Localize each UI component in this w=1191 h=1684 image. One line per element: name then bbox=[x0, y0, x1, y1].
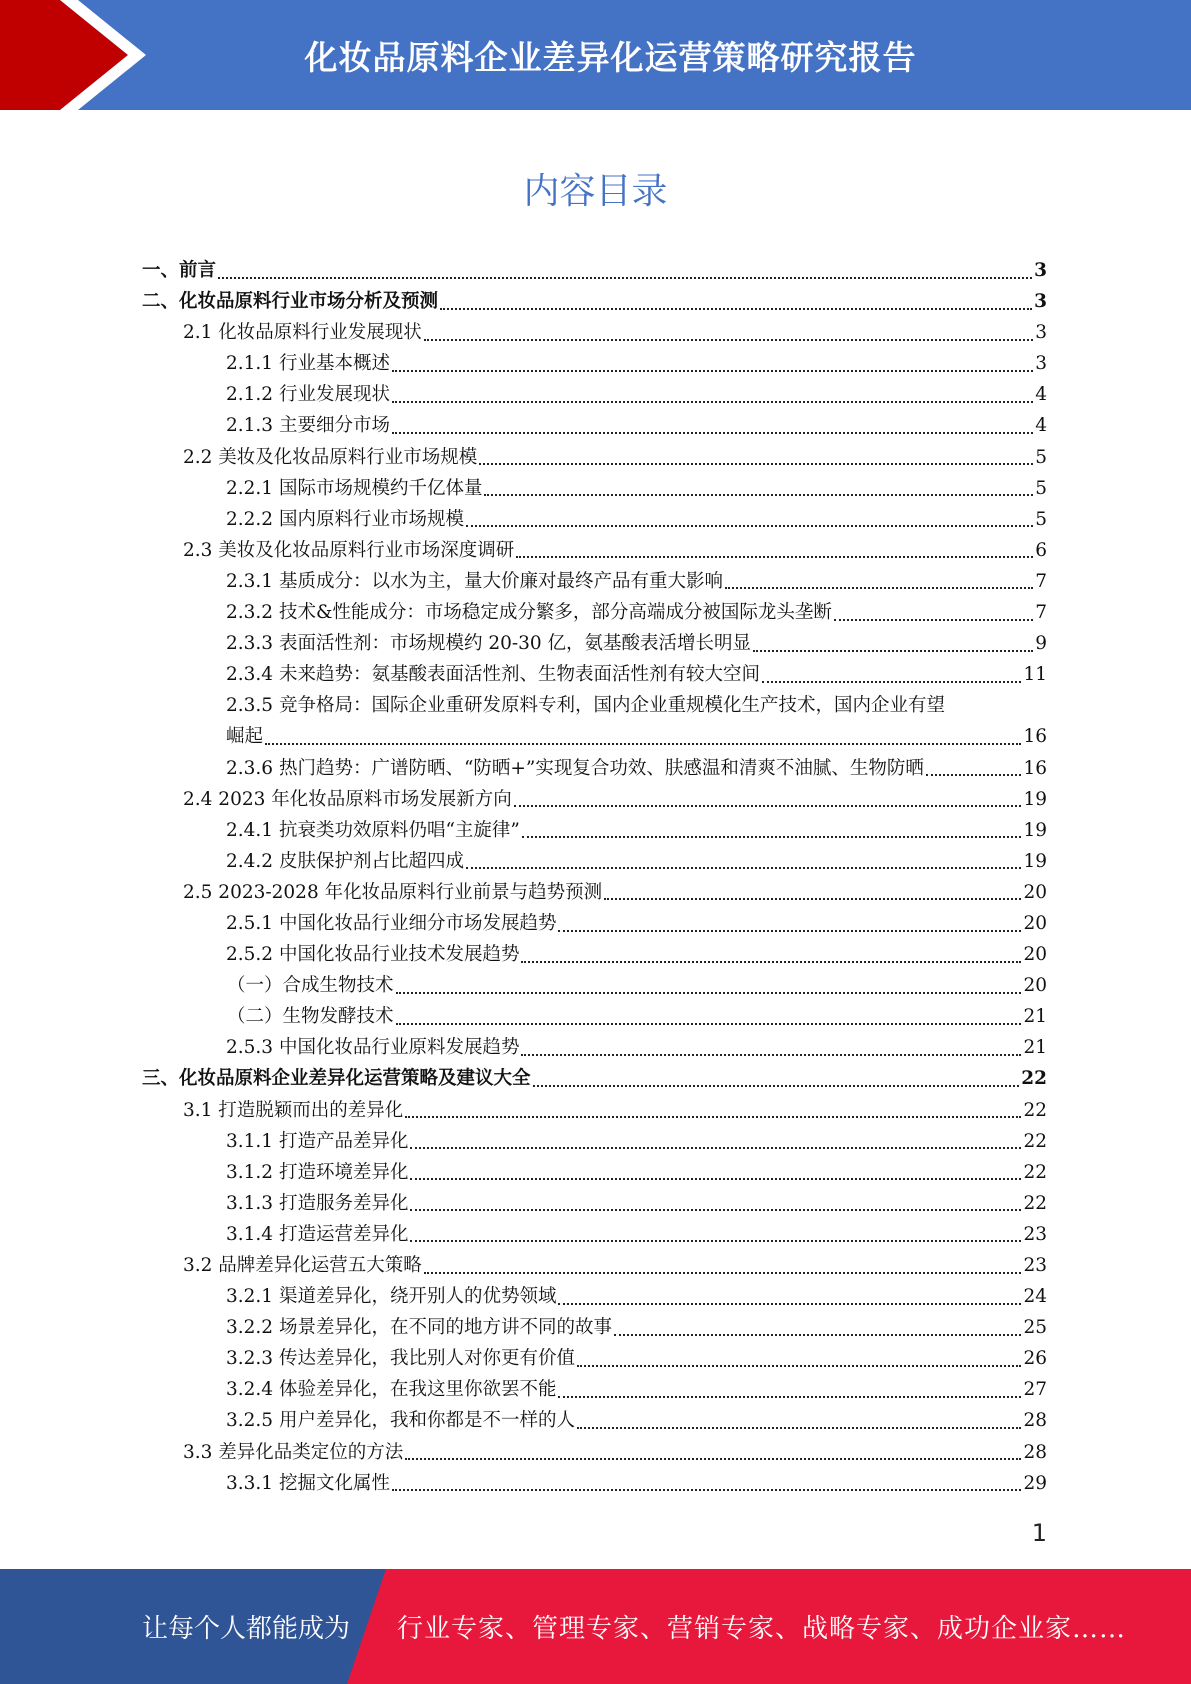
toc-entry-page: 3 bbox=[1035, 322, 1047, 344]
toc-entry-page: 21 bbox=[1023, 1006, 1047, 1028]
toc-entry-page: 22 bbox=[1023, 1192, 1047, 1214]
toc-entry[interactable] bbox=[142, 628, 1047, 659]
toc-entry-page: 19 bbox=[1023, 788, 1047, 810]
toc-leader-dots bbox=[392, 1489, 1021, 1491]
toc-leader-dots bbox=[479, 463, 1033, 465]
toc-entry-page: 11 bbox=[1023, 664, 1047, 686]
toc-entry-label: 2.1.3 主要细分市场 bbox=[226, 415, 390, 437]
toc-entry-page: 26 bbox=[1023, 1348, 1047, 1370]
toc-entry-label: 2.3.5 竞争格局：国际企业重研发原料专利，国内企业重规模化生产技术，国内企业有望 bbox=[226, 695, 945, 717]
toc-entry-page: 23 bbox=[1023, 1223, 1047, 1245]
toc-leader-dots bbox=[405, 1116, 1021, 1118]
toc-entry[interactable] bbox=[142, 1312, 1047, 1343]
toc-leader-dots bbox=[410, 1147, 1021, 1149]
toc-entry-page: 20 bbox=[1023, 881, 1047, 903]
toc-leader-dots bbox=[410, 1178, 1021, 1180]
toc-entry-label: 崛起 bbox=[226, 726, 264, 748]
toc-entry-page: 3 bbox=[1035, 353, 1047, 375]
toc-entry[interactable] bbox=[142, 908, 1047, 939]
toc-entry-label: 3.2.3 传达差异化，我比别人对你更有价值 bbox=[226, 1348, 575, 1370]
footer-band bbox=[0, 1569, 1191, 1684]
toc-entry[interactable] bbox=[142, 753, 1047, 784]
toc-entry[interactable] bbox=[142, 690, 1047, 721]
toc-entry-label: （二）生物发酵技术 bbox=[227, 1006, 394, 1028]
toc-entry[interactable] bbox=[142, 784, 1047, 815]
toc-leader-dots bbox=[577, 1365, 1021, 1367]
toc-entry[interactable] bbox=[142, 721, 1047, 752]
toc-entry-label: 3.2.2 场景差异化，在不同的地方讲不同的故事 bbox=[226, 1317, 612, 1339]
toc-leader-dots bbox=[218, 277, 1032, 279]
toc-entry-page: 7 bbox=[1035, 570, 1047, 592]
toc-entry[interactable] bbox=[142, 1126, 1047, 1157]
toc-entry[interactable] bbox=[142, 1468, 1047, 1499]
toc-entry[interactable] bbox=[142, 566, 1047, 597]
toc-entry-label: 3.3 差异化品类定位的方法 bbox=[183, 1441, 404, 1463]
toc-entry-label: 2.2 美妆及化妆品原料行业市场规模 bbox=[183, 446, 478, 468]
toc-entry-label: 2.2.2 国内原料行业市场规模 bbox=[226, 508, 464, 530]
toc-entry[interactable] bbox=[142, 442, 1047, 473]
toc-leader-dots bbox=[410, 1240, 1021, 1242]
toc-entry-label: 3.1 打造脱颖而出的差异化 bbox=[183, 1099, 404, 1121]
toc-entry-label: 2.4 2023 年化妆品原料市场发展新方向 bbox=[183, 788, 512, 810]
toc-leader-dots bbox=[392, 401, 1033, 403]
toc-entry-page: 16 bbox=[1023, 726, 1047, 748]
toc-entry-page: 20 bbox=[1023, 944, 1047, 966]
toc-entry[interactable] bbox=[142, 504, 1047, 535]
toc-entry-label: 二、化妆品原料行业市场分析及预测 bbox=[142, 291, 439, 313]
toc-leader-dots bbox=[558, 930, 1021, 932]
toc-entry[interactable] bbox=[142, 473, 1047, 504]
toc-entry-label: 3.2.5 用户差异化，我和你都是不一样的人 bbox=[226, 1410, 575, 1432]
toc-entry[interactable] bbox=[142, 877, 1047, 908]
toc-entry-label: 3.2 品牌差异化运营五大策略 bbox=[183, 1255, 422, 1276]
toc-leader-dots bbox=[424, 339, 1033, 341]
toc-entry-label: 2.1.1 行业基本概述 bbox=[226, 353, 390, 375]
toc-leader-dots bbox=[440, 308, 1032, 310]
toc-entry[interactable] bbox=[142, 1437, 1047, 1468]
toc-entry-label: 3.3.1 挖掘文化属性 bbox=[226, 1472, 390, 1494]
toc-entry-label: 2.3.4 未来趋势：氨基酸表面活性剂、生物表面活性剂有较大空间 bbox=[226, 664, 760, 686]
toc-entry[interactable] bbox=[142, 1250, 1047, 1281]
toc-entry[interactable] bbox=[142, 1188, 1047, 1219]
toc-entry-label: 2.5.1 中国化妆品行业细分市场发展趋势 bbox=[226, 912, 557, 934]
toc-entry-page: 4 bbox=[1035, 415, 1047, 437]
toc-entry[interactable] bbox=[142, 410, 1047, 441]
toc-entry-page: 22 bbox=[1023, 1130, 1047, 1152]
header-arrow-decoration bbox=[0, 0, 160, 110]
toc-leader-dots bbox=[521, 961, 1021, 963]
toc-entry[interactable] bbox=[142, 348, 1047, 379]
toc-leader-dots bbox=[604, 898, 1021, 900]
toc-entry[interactable] bbox=[142, 1219, 1047, 1250]
toc-entry[interactable] bbox=[142, 1095, 1047, 1126]
toc-entry-label: 3.1.1 打造产品差异化 bbox=[226, 1130, 409, 1152]
toc-entry[interactable] bbox=[142, 597, 1047, 628]
toc-entry-page: 23 bbox=[1023, 1255, 1047, 1276]
header-band bbox=[0, 0, 1191, 110]
toc-leader-dots bbox=[926, 774, 1022, 776]
toc-entry-page: 20 bbox=[1023, 975, 1047, 997]
toc-entry-label: 2.5 2023-2028 年化妆品原料行业前景与趋势预测 bbox=[183, 881, 603, 903]
toc-entry-label: 一、前言 bbox=[142, 260, 217, 281]
toc-entry[interactable] bbox=[142, 846, 1047, 877]
toc-entry[interactable] bbox=[142, 286, 1047, 317]
toc-leader-dots bbox=[396, 992, 1022, 994]
toc-entry[interactable] bbox=[142, 317, 1047, 348]
toc-entry-label: 2.2.1 国际市场规模约千亿体量 bbox=[226, 477, 483, 499]
toc-entry-label: 3.2.1 渠道差异化，绕开别人的优势领域 bbox=[226, 1286, 557, 1308]
toc-entry-label: 2.4.1 抗衰类功效原料仍唱“主旋律” bbox=[226, 819, 520, 841]
toc-entry-page: 29 bbox=[1023, 1472, 1047, 1494]
toc-entry-label: 3.1.2 打造环境差异化 bbox=[226, 1161, 409, 1183]
toc-entry-page: 22 bbox=[1023, 1099, 1047, 1121]
toc-leader-dots bbox=[558, 1303, 1021, 1305]
toc-leader-dots bbox=[533, 1085, 1020, 1087]
toc-entry-page: 5 bbox=[1035, 446, 1047, 468]
toc-leader-dots bbox=[521, 1054, 1021, 1056]
toc-entry-label: 2.3.3 表面活性剂：市场规模约 20-30 亿，氨基酸表活增长明显 bbox=[226, 633, 752, 655]
toc-entry[interactable] bbox=[142, 815, 1047, 846]
toc-leader-dots bbox=[484, 494, 1033, 496]
toc-leader-dots bbox=[614, 1334, 1021, 1336]
toc-entry-page: 24 bbox=[1023, 1286, 1047, 1308]
toc-entry[interactable] bbox=[142, 1157, 1047, 1188]
toc-entry-label: 2.3 美妆及化妆品原料行业市场深度调研 bbox=[183, 539, 515, 561]
toc-leader-dots bbox=[522, 836, 1022, 838]
toc-entry[interactable] bbox=[142, 1405, 1047, 1436]
toc-leader-dots bbox=[466, 867, 1021, 869]
toc-entry-page: 9 bbox=[1035, 633, 1047, 655]
toc-entry[interactable] bbox=[142, 1063, 1047, 1094]
toc-entry-label: （一）合成生物技术 bbox=[227, 975, 394, 997]
toc-leader-dots bbox=[392, 432, 1033, 434]
toc-leader-dots bbox=[396, 1023, 1022, 1025]
toc-entry[interactable] bbox=[142, 939, 1047, 970]
toc-entry[interactable] bbox=[142, 1001, 1047, 1032]
toc-leader-dots bbox=[424, 1272, 1022, 1274]
toc-entry-page: 19 bbox=[1023, 850, 1047, 872]
toc-entry-page: 20 bbox=[1023, 912, 1047, 934]
toc-entry-label: 2.5.2 中国化妆品行业技术发展趋势 bbox=[226, 944, 520, 966]
header-title: 化妆品原料企业差异化运营策略研究报告 bbox=[304, 37, 917, 77]
toc-entry-label: 3.1.4 打造运营差异化 bbox=[226, 1223, 409, 1245]
page-number: 1 bbox=[1031, 1519, 1047, 1547]
toc-entry-page: 19 bbox=[1023, 819, 1047, 841]
footer-slogan-left: 让每个人都能成为 bbox=[142, 1614, 351, 1644]
toc-entry-page: 21 bbox=[1023, 1037, 1047, 1059]
toc-entry-label: 3.1.3 打造服务差异化 bbox=[226, 1192, 409, 1214]
toc-leader-dots bbox=[466, 525, 1033, 527]
toc-entry[interactable] bbox=[142, 379, 1047, 410]
toc-entry-label: 三、化妆品原料企业差异化运营策略及建议大全 bbox=[142, 1068, 531, 1090]
toc-entry[interactable] bbox=[142, 1032, 1047, 1063]
toc-entry-label: 2.5.3 中国化妆品行业原料发展趋势 bbox=[226, 1037, 520, 1059]
toc-entry[interactable] bbox=[142, 1343, 1047, 1374]
table-of-contents bbox=[142, 255, 1047, 1499]
toc-entry[interactable] bbox=[142, 659, 1047, 690]
toc-leader-dots bbox=[405, 1458, 1021, 1460]
toc-entry-page: 3 bbox=[1034, 260, 1047, 281]
footer-slogan-right: 行业专家、管理专家、营销专家、战略专家、成功企业家…… bbox=[397, 1614, 1127, 1644]
toc-title: 内容目录 bbox=[523, 171, 668, 212]
toc-entry-label: 2.3.2 技术&性能成分：市场稳定成分繁多，部分高端成分被国际龙头垄断 bbox=[226, 602, 832, 624]
toc-leader-dots bbox=[392, 370, 1033, 372]
toc-leader-dots bbox=[514, 805, 1022, 807]
toc-entry-label: 2.1 化妆品原料行业发展现状 bbox=[183, 322, 422, 344]
toc-entry-label: 3.2.4 体验差异化，在我这里你欲罢不能 bbox=[226, 1379, 557, 1401]
toc-entry-page: 5 bbox=[1035, 508, 1047, 530]
toc-leader-dots bbox=[753, 650, 1033, 652]
toc-entry[interactable] bbox=[142, 970, 1047, 1001]
toc-leader-dots bbox=[410, 1209, 1021, 1211]
toc-entry-page: 25 bbox=[1023, 1317, 1047, 1339]
toc-entry-page: 6 bbox=[1035, 539, 1047, 561]
toc-leader-dots bbox=[516, 556, 1033, 558]
toc-entry-page: 3 bbox=[1034, 291, 1047, 313]
toc-entry-page: 27 bbox=[1023, 1379, 1047, 1401]
toc-leader-dots bbox=[577, 1427, 1021, 1429]
toc-entry[interactable] bbox=[142, 1374, 1047, 1405]
toc-entry-page: 7 bbox=[1035, 602, 1047, 624]
toc-entry[interactable] bbox=[142, 535, 1047, 566]
toc-entry[interactable] bbox=[142, 255, 1047, 286]
toc-entry[interactable] bbox=[142, 1281, 1047, 1312]
toc-leader-dots bbox=[834, 619, 1033, 621]
toc-leader-dots bbox=[265, 743, 1021, 745]
toc-entry-label: 2.4.2 皮肤保护剂占比超四成 bbox=[226, 850, 464, 872]
toc-entry-label: 2.3.1 基质成分：以水为主，量大价廉对最终产品有重大影响 bbox=[226, 570, 723, 592]
toc-entry-page: 22 bbox=[1023, 1161, 1047, 1183]
toc-leader-dots bbox=[762, 681, 1021, 683]
toc-entry-page: 28 bbox=[1023, 1410, 1047, 1432]
toc-leader-dots bbox=[725, 587, 1033, 589]
toc-entry-label: 2.3.6 热门趋势：广谱防晒、“防晒+”实现复合功效、肤感温和清爽不油腻、生物防晒 bbox=[226, 757, 924, 779]
toc-entry-page: 28 bbox=[1023, 1441, 1047, 1463]
toc-entry-page: 16 bbox=[1023, 757, 1047, 779]
toc-entry-page: 5 bbox=[1035, 477, 1047, 499]
toc-entry-label: 2.1.2 行业发展现状 bbox=[226, 384, 390, 406]
toc-leader-dots bbox=[558, 1396, 1021, 1398]
toc-entry-page: 4 bbox=[1035, 384, 1047, 406]
toc-entry-page: 22 bbox=[1021, 1068, 1047, 1090]
